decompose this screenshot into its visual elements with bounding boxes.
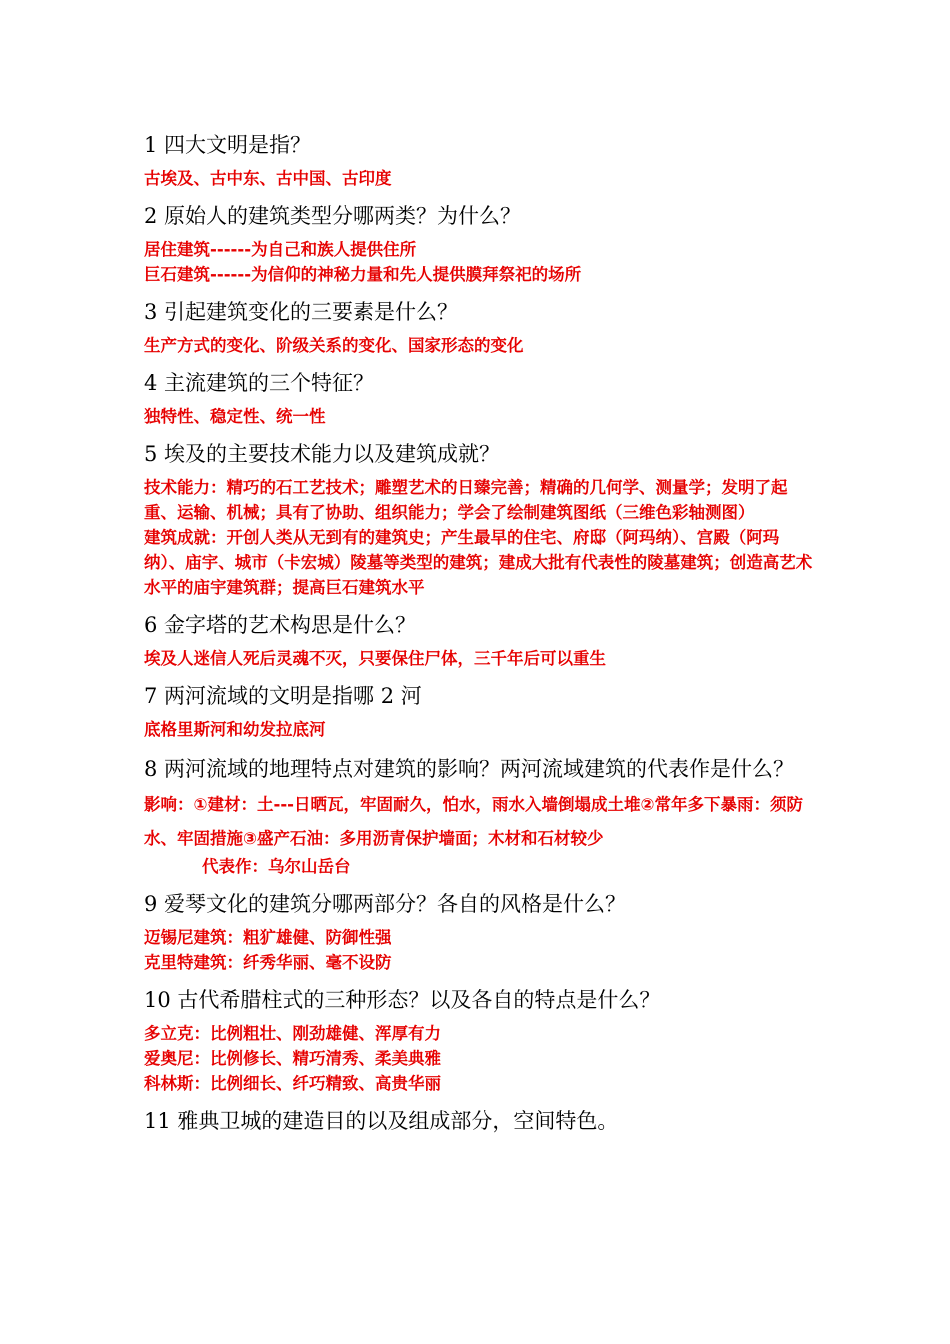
answer-2-line-1: 居住建筑------为自己和族人提供住所 — [144, 240, 417, 259]
answer-10-corinthian: 科林斯：比例细长、纤巧精致、高贵华丽 — [144, 1074, 441, 1093]
answer-10-ionic: 爱奥尼：比例修长、精巧清秀、柔美典雅 — [144, 1049, 441, 1068]
question-10: 10 古代希腊柱式的三种形态？以及各自的特点是什么？ — [144, 988, 661, 1012]
document-page — [144, 130, 816, 1136]
answer-8-influence: 影响：①建材：土---日晒瓦，牢固耐久，怕水，雨水入墙倒塌成土堆②常年多下暴雨：须防水、牢固措施③盛产石油：多用沥青保护墙面；木材和石材较少 — [144, 795, 803, 848]
question-6: 6 金字塔的艺术构思是什么？ — [144, 613, 417, 637]
answer-6: 埃及人迷信人死后灵魂不灭，只要保住尸体，三千年后可以重生 — [144, 649, 606, 668]
question-7: 7 两河流域的文明是指哪 2 河 — [144, 684, 422, 708]
answer-5-tech: 技术能力：精巧的石工艺技术；雕塑艺术的日臻完善；精确的几何学、测量学；发明了起重、运输、机械；具有了协助、组织能力；学会了绘制建筑图纸（三维色彩轴测图） — [144, 478, 788, 522]
question-2: 2 原始人的建筑类型分哪两类？为什么？ — [144, 204, 522, 228]
question-9: 9 爱琴文化的建筑分哪两部分？各自的风格是什么？ — [144, 892, 627, 916]
answer-8-representative: 代表作：乌尔山岳台 — [202, 857, 351, 876]
answer-9-crete: 克里特建筑：纤秀华丽、毫不设防 — [144, 953, 392, 972]
answer-10-doric: 多立克：比例粗壮、刚劲雄健、浑厚有力 — [144, 1024, 441, 1043]
question-1: 1 四大文明是指？ — [144, 133, 312, 157]
question-3: 3 引起建筑变化的三要素是什么？ — [144, 300, 459, 324]
question-8-text: 8 两河流域的地理特点对建筑的影响？两河流域建筑的代表作是什么？ — [144, 757, 795, 781]
answer-5-achievements: 建筑成就：开创人类从无到有的建筑史；产生最早的住宅、府邸（阿玛纳）、宫殿（阿玛纳）、庙宇、城市（卡宏城）陵墓等类型的建筑；建成大批有代表性的陵墓建筑；创造高艺术水平的庙宇建筑群；提高巨石建筑水平 — [144, 528, 813, 597]
answer-1: 古埃及、古中东、古中国、古印度 — [144, 169, 392, 188]
question-8 — [144, 752, 816, 854]
answer-4: 独特性、稳定性、统一性 — [144, 407, 326, 426]
question-11: 11 雅典卫城的建造目的以及组成部分，空间特色。 — [144, 1109, 619, 1133]
question-4: 4 主流建筑的三个特征？ — [144, 371, 375, 395]
answer-2-line-2: 巨石建筑------为信仰的神秘力量和先人提供膜拜祭祀的场所 — [144, 265, 582, 284]
question-5: 5 埃及的主要技术能力以及建筑成就？ — [144, 442, 501, 466]
answer-7: 底格里斯河和幼发拉底河 — [144, 720, 326, 739]
answer-3: 生产方式的变化、阶级关系的变化、国家形态的变化 — [144, 336, 524, 355]
answer-9-mycenae: 迈锡尼建筑：粗犷雄健、防御性强 — [144, 928, 392, 947]
